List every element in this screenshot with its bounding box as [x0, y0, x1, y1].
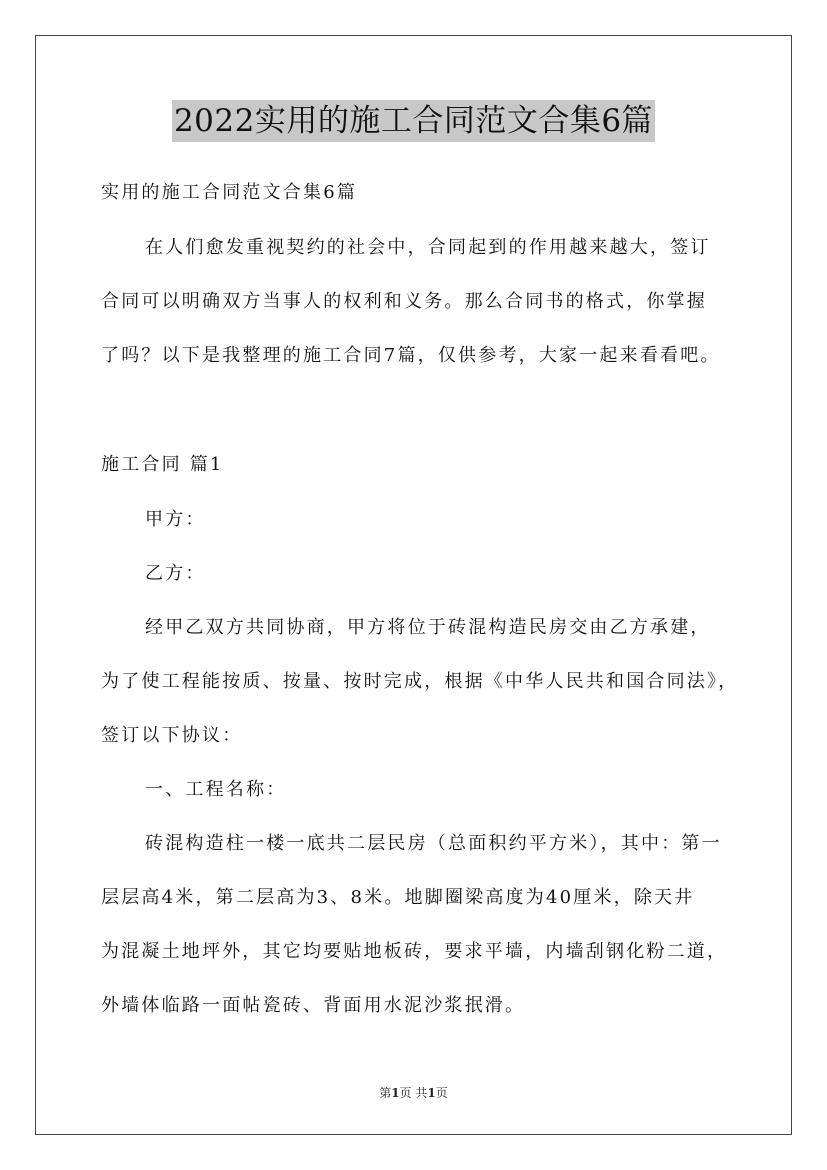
agreement-line-3: 签订以下协议：	[101, 725, 243, 746]
footer-page-suffix: 页	[435, 1086, 448, 1100]
footer-page-current: 1	[391, 1086, 400, 1100]
document-subtitle: 实用的施工合同范文合集6篇	[101, 182, 358, 203]
document-title: 2022实用的施工合同范文合集6篇	[172, 100, 655, 142]
party-a-label: 甲方：	[145, 509, 206, 530]
footer-page-mid: 页 共	[399, 1086, 428, 1100]
footer-page-total: 1	[427, 1086, 436, 1100]
agreement-line-1: 经甲乙双方共同协商，甲方将位于砖混构造民房交由乙方承建，	[145, 617, 711, 638]
footer-page-prefix: 第	[379, 1086, 392, 1100]
party-b-label: 乙方：	[145, 563, 206, 584]
intro-line-2: 合同可以明确双方当事人的权利和义务。那么合同书的格式，你掌握	[101, 291, 707, 312]
intro-line-3: 了吗？以下是我整理的施工合同7篇，仅供参考，大家一起来看看吧。	[101, 345, 721, 366]
agreement-line-2: 为了使工程能按质、按量、按时完成，根据《中华人民共和国合同法》，	[101, 671, 739, 692]
section-heading: 施工合同 篇1	[101, 454, 224, 475]
clause-1-line-2: 层层高4米，第二层高为3、8米。地脚圈梁高度为40厘米，除天井	[101, 887, 695, 908]
page-footer	[0, 1085, 827, 1101]
clause-1-line-3: 为混凝土地坪外，其它均要贴地板砖，要求平墙，内墙刮钢化粉二道，	[101, 941, 728, 962]
intro-line-1: 在人们愈发重视契约的社会中，合同起到的作用越来越大，签订	[145, 237, 711, 258]
clause-1-line-1: 砖混构造柱一楼一底共二层民房（总面积约平方米），其中：第一	[145, 833, 722, 854]
clause-1-heading: 一、工程名称：	[145, 779, 287, 800]
clause-1-line-4: 外墙体临路一面帖瓷砖、背面用水泥沙浆抿滑。	[101, 995, 526, 1016]
title-container	[0, 100, 827, 142]
